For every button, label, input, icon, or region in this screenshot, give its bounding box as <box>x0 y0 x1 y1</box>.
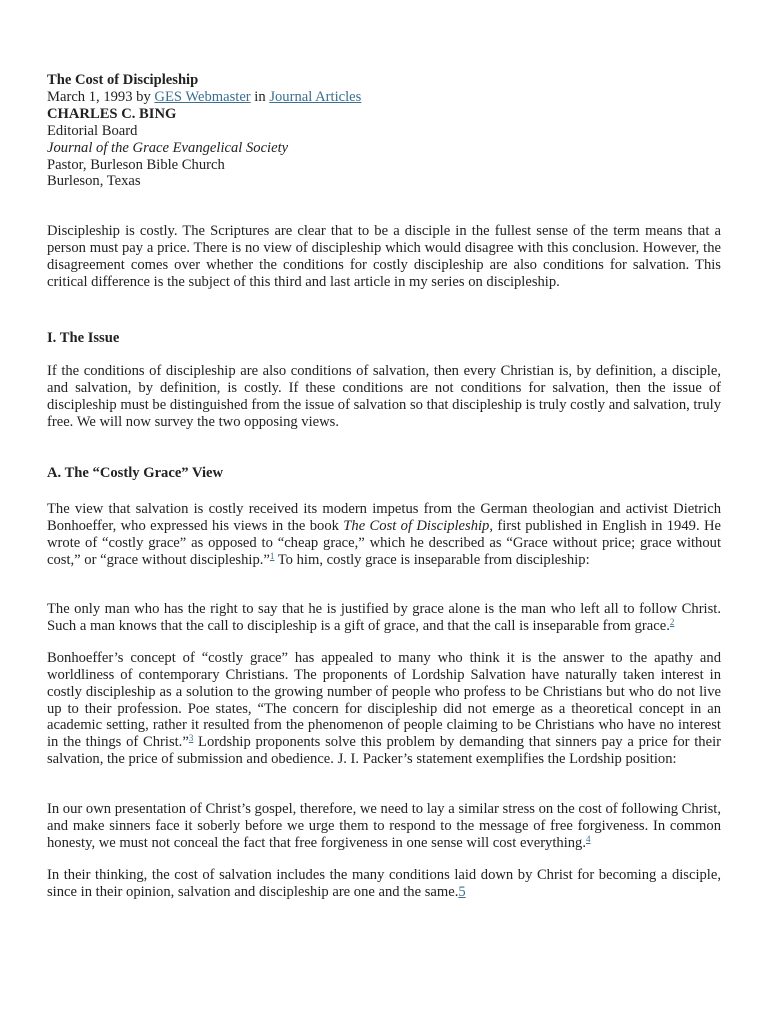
book-title: The Cost of Discipleship <box>343 518 490 535</box>
section-heading-costly-grace: A. The “Costly Grace” View <box>47 464 224 481</box>
author-name: CHARLES C. BING <box>47 105 177 122</box>
bonhoeffer-concept-paragraph: Bonhoeffer’s concept of “costly grace” has appealed to many who think it is the answer to the apathy and worldliness of contemporary Christians. The proponents of Lordship Salvation have naturally taken interest in costly discipleship as a solution to the growing number of people who profess to be Christians but who do not live up to their profession. Poe states, “The concern for discipleship did not emerge as a theoretical concept in an academic setting, rather it resulted from the phenomenon of people claiming to be Christians who have no interest in the things of Christ.”$^3$ Lordship proponents solve this problem by demanding that sinners pay a price for their salvation, the price of submission and obedience. J. I. Packer’s statement exemplifies the Lordship position: <box>47 649 721 768</box>
author-position: Pastor, Burleson Bible Church <box>47 156 225 173</box>
article-title: The Cost of Discipleship <box>47 72 199 88</box>
article-header <box>47 72 721 190</box>
byline <box>47 89 721 106</box>
issue-paragraph: If the conditions of discipleship are also conditions of salvation, then every Christian is, by definition, a disciple, and salvation, by definition, is costly. If these conditions are not conditions for salvation, then the issue of discipleship must be distinguished from the issue of salvation so that discipleship is truly costly and salvation, truly free. We will now survey the two opposing views. <box>47 362 721 430</box>
section-heading-issue: I. The Issue <box>47 329 120 346</box>
author-role: Editorial Board <box>47 122 138 139</box>
author-location: Burleson, Texas <box>47 173 141 190</box>
footnote-link-5[interactable]: 5 <box>458 883 466 900</box>
intro-paragraph: Discipleship is costly. The Scriptures are clear that to be a disciple in the fullest sense of the term means that a person must pay a price. There is no view of discipleship which would disagree with this conclusion. However, the disagreement comes over whether the conditions for costly discipleship are also conditions for salvation. This critical difference is the subject of this third and last article in my series on discipleship. <box>47 223 721 291</box>
block-quote-packer: In our own presentation of Christ’s gospel, therefore, we need to lay a similar stress on the cost of following Christ, and make sinners face it soberly before we urge them to respond to the message of free forgiveness. In common honesty, we must not conceal the fact that free forgiveness in one sense will cost everything.$^4$ <box>47 801 722 851</box>
footnote-link-2[interactable]: 2 <box>669 616 675 627</box>
article-body <box>47 223 721 900</box>
byline-in: in <box>250 88 270 105</box>
category-link[interactable]: Journal Articles <box>269 88 362 105</box>
author-link[interactable]: GES Webmaster <box>154 88 251 105</box>
block-quote-bonhoeffer: The only man who has the right to say that he is justified by grace alone is the man who left all to follow Christ. Such a man knows that the call to discipleship is a gift of grace, and that the call is inseparable from grace.$^2$ <box>47 601 721 634</box>
conclusion-paragraph: In their thinking, the cost of salvation includes the many conditions laid down by Christ for becoming a disciple, since in their opinion, salvation and discipleship are one and the same.5 <box>47 866 721 900</box>
costly-grace-paragraph: The view that salvation is costly received its modern impetus from the German theologian and activist Dietrich Bonhoeffer, who expressed his views in the book The Cost of Discipleship, first published in English in 1949. He wrote of “costly grace” as opposed to “cheap grace,” which he described as “Grace without price; grace without cost,” or “grace without discipleship.”$^1$ To him, costly grace is inseparable from discipleship: <box>47 501 721 569</box>
footnote-link-4[interactable]: 4 <box>586 834 591 844</box>
footnote-link-3[interactable]: 3 <box>188 733 194 744</box>
journal-name: Journal of the Grace Evangelical Society <box>47 139 289 156</box>
footnote-link-1[interactable]: 1 <box>269 551 275 562</box>
byline-date: March 1, 1993 by <box>47 88 155 105</box>
